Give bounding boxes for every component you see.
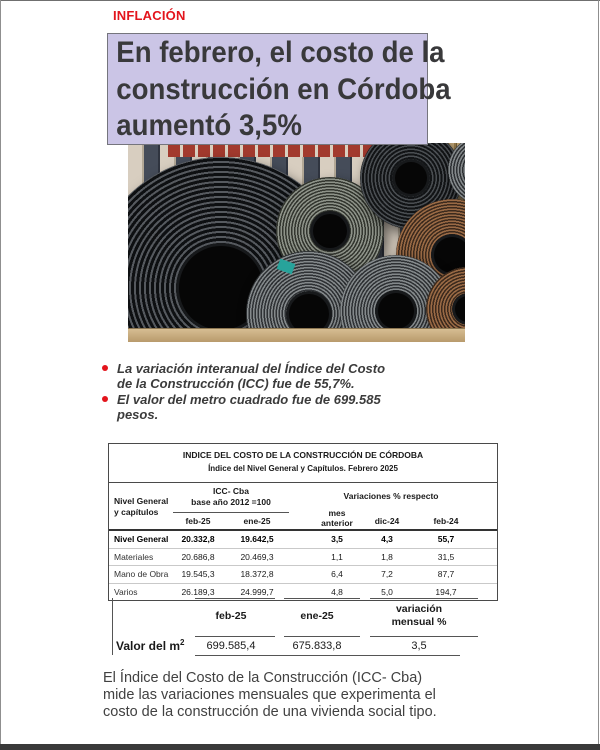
valor-feb25: 699.585,4 <box>206 640 256 652</box>
col-ene25: ene-25 <box>300 610 334 622</box>
page-border-left <box>0 0 1 750</box>
table-title: INDICE DEL COSTO DE LA CONSTRUCCIÓN DE CÓRDOBA <box>182 450 424 460</box>
explainer-line: costo de la construcción de una vivienda social tipo. <box>103 704 437 720</box>
bullet-line: pesos. <box>117 406 159 422</box>
grid-line <box>112 598 113 655</box>
headline-line-2: construcción en Córdoba <box>116 72 451 106</box>
table-row: Nivel General 20.332,8 19.642,5 3,5 4,3 55,7 <box>109 531 497 549</box>
explainer-paragraph <box>103 670 493 721</box>
col-variacion-2: mensual % <box>391 616 447 628</box>
row-header <box>114 496 168 517</box>
bullet-line: La variación interanual del Índice del Costo <box>117 361 386 376</box>
valor-m2-label: Valor del $m^2$ <box>116 638 185 653</box>
table-row: Varios 26.189,3 24.999,7 4,8 5,0 194,7 <box>114 586 457 597</box>
icc-table-titles <box>109 444 497 483</box>
photo-steel-wire-coils <box>128 143 465 342</box>
row-header-line: y capítulos <box>114 506 159 517</box>
icc-table-header <box>109 483 497 531</box>
col-feb25: feb-25 <box>215 610 247 622</box>
bullet-icon <box>102 365 108 371</box>
col-group-icc: ICC- Cba <box>213 486 249 496</box>
col-ene25: ene-25 <box>243 516 271 526</box>
key-points <box>100 361 470 422</box>
bullet-item <box>100 361 470 392</box>
wooden-beam <box>128 328 465 342</box>
col-dic24: dic-24 <box>374 516 400 526</box>
bullet-line: de la Construcción (ICC) fue de 55,7%. <box>117 376 355 392</box>
headline-box <box>107 33 451 145</box>
page-border-right <box>598 0 599 750</box>
bottom-bar <box>0 744 600 750</box>
col-feb24: feb-24 <box>433 516 459 526</box>
grid-line <box>370 598 478 599</box>
valor-ene25: 675.833,8 <box>292 640 342 652</box>
group-underline <box>173 512 289 513</box>
grid-line <box>195 655 460 656</box>
headline-line-1: En febrero, el costo de la <box>116 36 445 69</box>
table-row: Mano de Obra 19.545,3 18.372,8 6,4 7,2 87,7 <box>109 566 497 584</box>
col-group-icc-base: base año 2012 =100 <box>191 497 271 507</box>
col-mes-anterior-1: mes <box>328 508 346 518</box>
col-mes-anterior-2: anterior <box>321 518 353 528</box>
row-header-line: Nivel General <box>114 496 169 506</box>
explainer-line: El Índice del Costo de la Construcción (ICC- Cba) <box>103 670 423 686</box>
headline-text <box>108 34 451 145</box>
col-feb25: feb-25 <box>185 516 211 526</box>
grid-line <box>195 598 275 599</box>
headline-line-3: aumentó 3,5% <box>116 109 302 142</box>
table-row: Materiales 20.686,8 20.469,3 1,1 1,8 31,5 <box>109 549 497 567</box>
bullet-item <box>100 392 470 423</box>
explainer-line: mide las variaciones mensuales que experimenta el <box>103 687 436 703</box>
grid-line <box>284 598 360 599</box>
grid-line <box>195 636 275 637</box>
bullet-line: El valor del metro cuadrado fue de 699.585 <box>117 391 381 407</box>
icc-table <box>108 443 498 601</box>
grid-line <box>284 636 360 637</box>
col-variacion-1: variación <box>395 603 443 615</box>
col-group-variaciones: Variaciones % respecto <box>343 491 439 501</box>
table-subtitle: Índice del Nivel General y Capítulos. Febrero 2025 <box>208 464 398 473</box>
page-border-top <box>0 0 600 1</box>
section-tag: INFLACIÓN <box>113 8 186 23</box>
bullet-icon <box>102 396 108 402</box>
grid-line <box>370 636 478 637</box>
valor-m2-table <box>108 598 498 658</box>
valor-variacion: 3,5 <box>411 640 427 652</box>
